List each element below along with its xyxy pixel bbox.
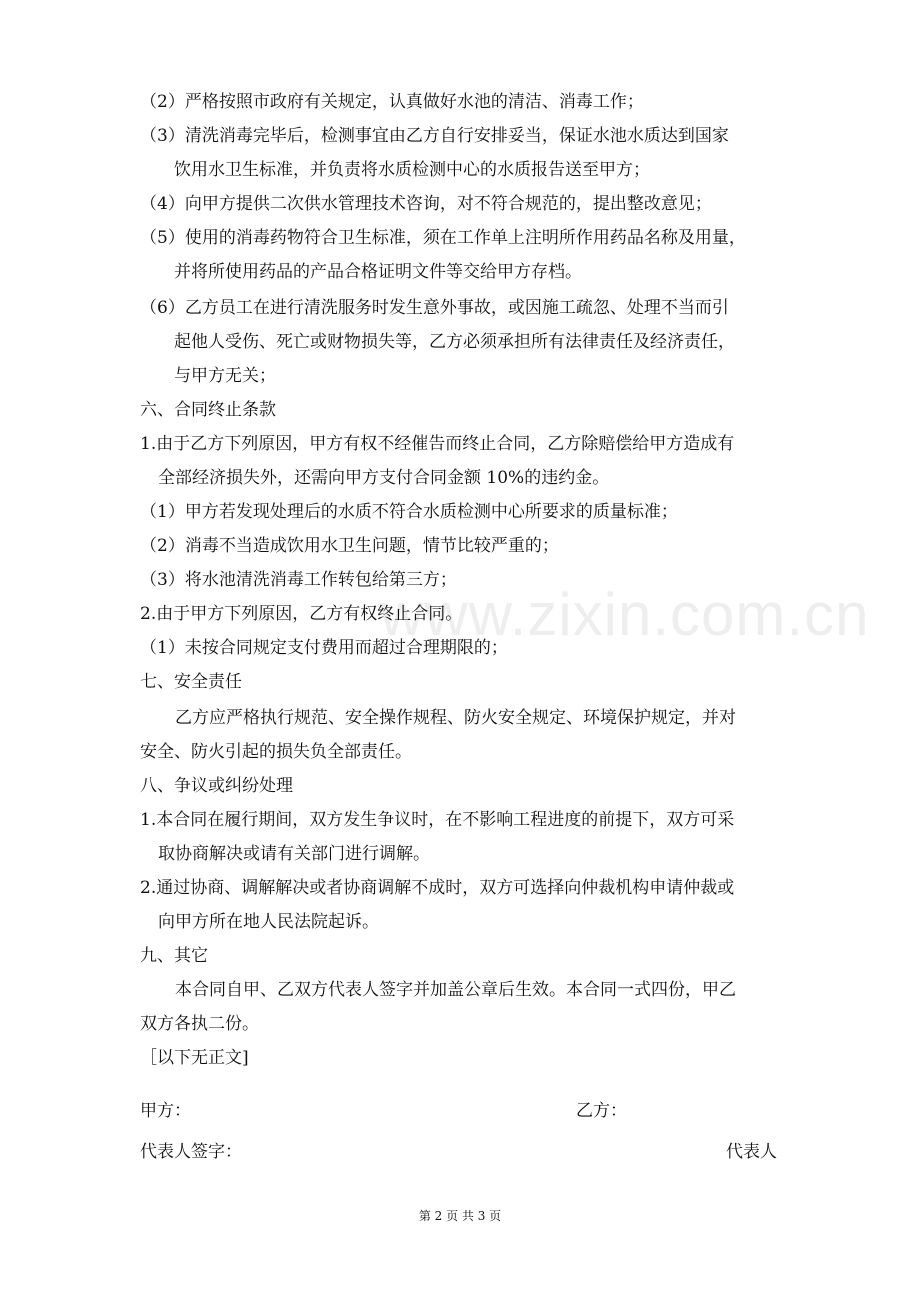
text-line: 安全、防火引起的损失负全部责任。 [140,742,412,762]
text-line: （3）清洗消毒完毕后，检测事宜由乙方自行安排妥当，保证水池水质达到国家 [140,126,729,146]
text-line: 1.本合同在履行期间，双方发生争议时，在不影响工程进度的前提下，双方可采 [140,810,735,830]
section-heading: 九、其它 [140,946,208,966]
party-b-label: 乙方： [576,1101,627,1121]
text-line: 取协商解决或请有关部门进行调解。 [158,844,430,864]
text-line: 起他人受伤、死亡或财物损失等，乙方必须承担所有法律责任及经济责任， [174,332,735,352]
text-line: （5）使用的消毒药物符合卫生标准，须在工作单上注明所作用药品名称及用量， [140,228,746,248]
text-line: （1）未按合同规定支付费用而超过合理期限的； [140,638,508,658]
text-line: （2）消毒不当造成饮用水卫生问题，情节比较严重的； [140,536,559,556]
text-line: 与甲方无关； [174,366,276,386]
section-heading: 八、争议或纠纷处理 [140,776,293,796]
text-line: 乙方应严格执行规范、安全操作规程、防火安全规定、环境保护规定，并对 [175,708,736,728]
text-line: 全部经济损失外，还需向甲方支付合同金额 10%的违约金。 [158,468,610,488]
text-line: 1.由于乙方下列原因，甲方有权不经催告而终止合同，乙方除赔偿给甲方造成有 [140,434,735,454]
text-line: 双方各执二份。 [140,1014,259,1034]
text-line: 饮用水卫生标准，并负责将水质检测中心的水质报告送至甲方； [174,160,650,180]
text-line: 2.由于甲方下列原因，乙方有权终止合同。 [140,604,463,624]
party-a-label: 甲方： [140,1101,191,1121]
text-line: 并将所使用药品的产品合格证明文件等交给甲方存档。 [174,262,582,282]
section-heading: 七、安全责任 [140,672,242,692]
text-line: （6）乙方员工在进行清洗服务时发生意外事故，或因施工疏忽、处理不当而引 [140,298,729,318]
text-line: 本合同自甲、乙双方代表人签字并加盖公章后生效。本合同一式四份，甲乙 [175,980,736,1000]
text-line: （1）甲方若发现处理后的水质不符合水质检测中心所要求的质量标准； [140,502,678,522]
representative-label: 代表人 [726,1142,777,1162]
text-line: （3）将水池清洗消毒工作转包给第三方； [140,570,457,590]
representative-signature-label: 代表人签字： [140,1142,242,1162]
text-line: （4）向甲方提供二次供水管理技术咨询，对不符合规范的，提出整改意见； [140,194,712,214]
watermark: www.zixin.com.cn [380,581,870,648]
page-number: 第 2 页 共 3 页 [418,1209,502,1223]
section-heading: 六、合同终止条款 [140,400,276,420]
text-line: ［以下无正文] [140,1048,249,1068]
text-line: （2）严格按照市政府有关规定，认真做好水池的清洁、消毒工作； [140,92,644,112]
text-line: 向甲方所在地人民法院起诉。 [158,912,379,932]
text-line: 2.通过协商、调解解决或者协商调解不成时，双方可选择向仲裁机构申请仲裁或 [140,878,735,898]
